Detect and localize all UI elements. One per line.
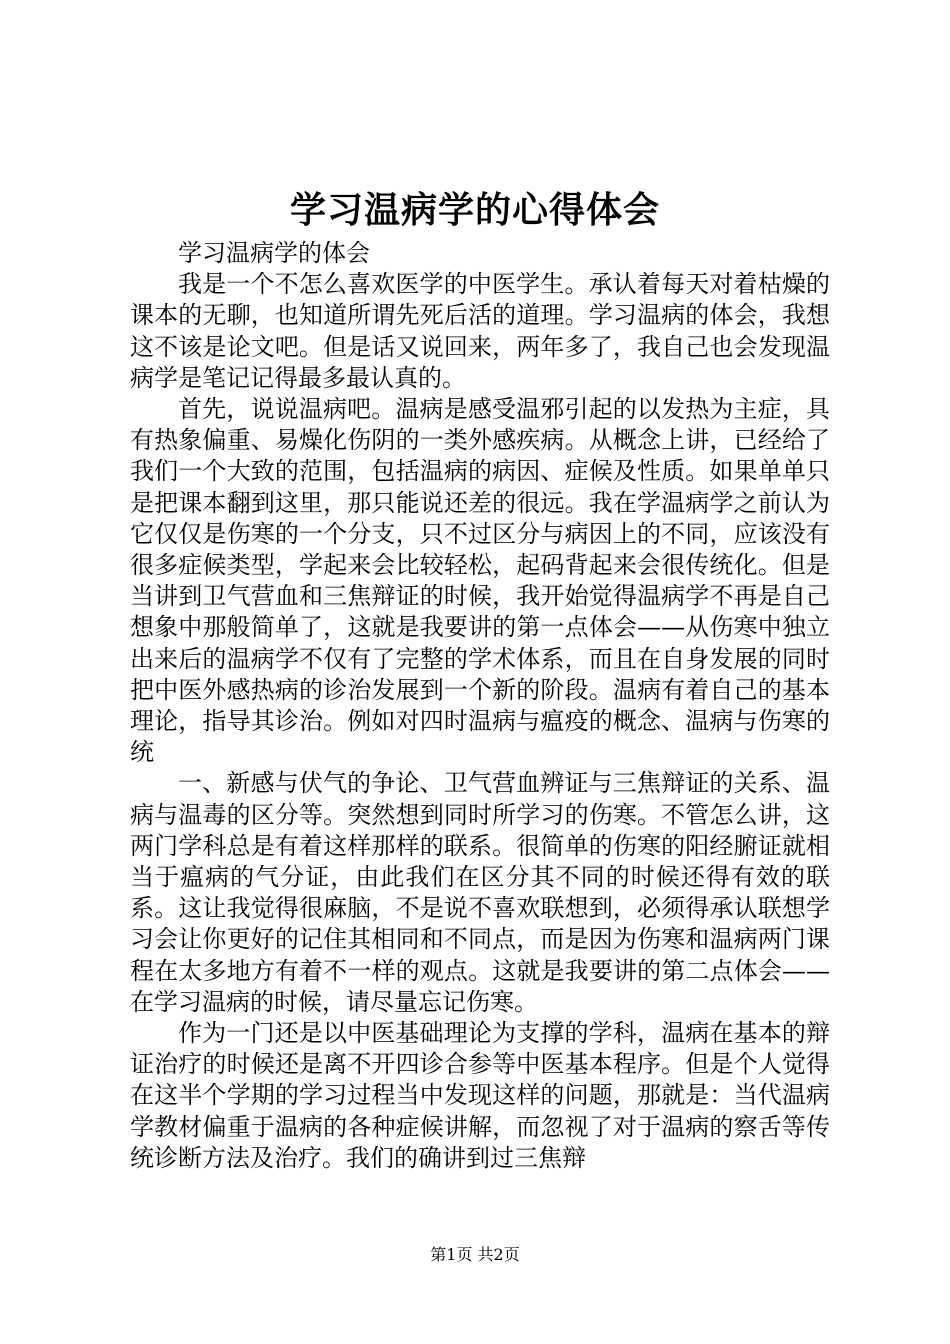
- paragraph-second-point: 一、新感与伏气的争论、卫气营血辨证与三焦辩证的关系、温病与温毒的区分等。突然想到同时所学习的伤寒。不管怎么讲，这两门学科总是有着这样那样的联系。很简单的伤寒的阳经腑证就相当于瘟病的气分证，由此我们在区分其不同的时候还得有效的联系。这让我觉得很麻脑，不是说不喜欢联想到，必须得承认联想学习会让你更好的记住其相同和不同点，而是因为伤寒和温病两门课程在太多地方有着不一样的观点。这就是我要讲的第二点体会——在学习温病的时候，请尽量忘记伤寒。: [130, 769, 830, 1016]
- page-number: 第1页 共2页: [430, 1245, 520, 1264]
- paragraph-first-point: 首先，说说温病吧。温病是感受温邪引起的以发热为主症，具有热象偏重、易燥化伤阴的一类外感疾病。从概念上讲，已经给了我们一个大致的范围，包括温病的病因、症候及性质。如果单单只是把课本翻到这里，那只能说还差的很远。我在学温病学之前认为它仅仅是伤寒的一个分支，只不过区分与病因上的不同，应该没有很多症候类型，学起来会比较轻松，起码背起来会很传统化。但是当讲到卫气营血和三焦辩证的时候，我开始觉得温病学不再是自己想象中那般简单了，这就是我要讲的第一点体会——从伤寒中独立出来后的温病学不仅有了完整的学术体系，而且在自身发展的同时把中医外感热病的诊治发展到一个新的阶段。温病有着自己的基本理论，指导其诊治。例如对四时温病与瘟疫的概念、温病与伤寒的统: [130, 395, 830, 767]
- document-title: 学习温病学的心得体会: [289, 189, 660, 231]
- paragraph-diagnosis: 作为一门还是以中医基础理论为支撑的学科，温病在基本的辩证治疗的时候还是离不开四诊合参等中医基本程序。但是个人觉得在这半个学期的学习过程当中发现这样的问题，那就是：当代温病学教材偏重于温病的各种症候讲解，而忽视了对于温病的察舌等传统诊断方法及治疗。我们的确讲到过三焦辩: [130, 1019, 830, 1172]
- document-body: [130, 238, 830, 1174]
- paragraph-intro: 我是一个不怎么喜欢医学的中医学生。承认着每天对着枯燥的课本的无聊，也知道所谓先死后活的道理。学习温病的体会，我想这不该是论文吧。但是话又说回来，两年多了，我自己也会发现温病学是笔记记得最多最认真的。: [130, 270, 830, 392]
- paragraph-subtitle: 学习温病学的体会: [178, 239, 370, 267]
